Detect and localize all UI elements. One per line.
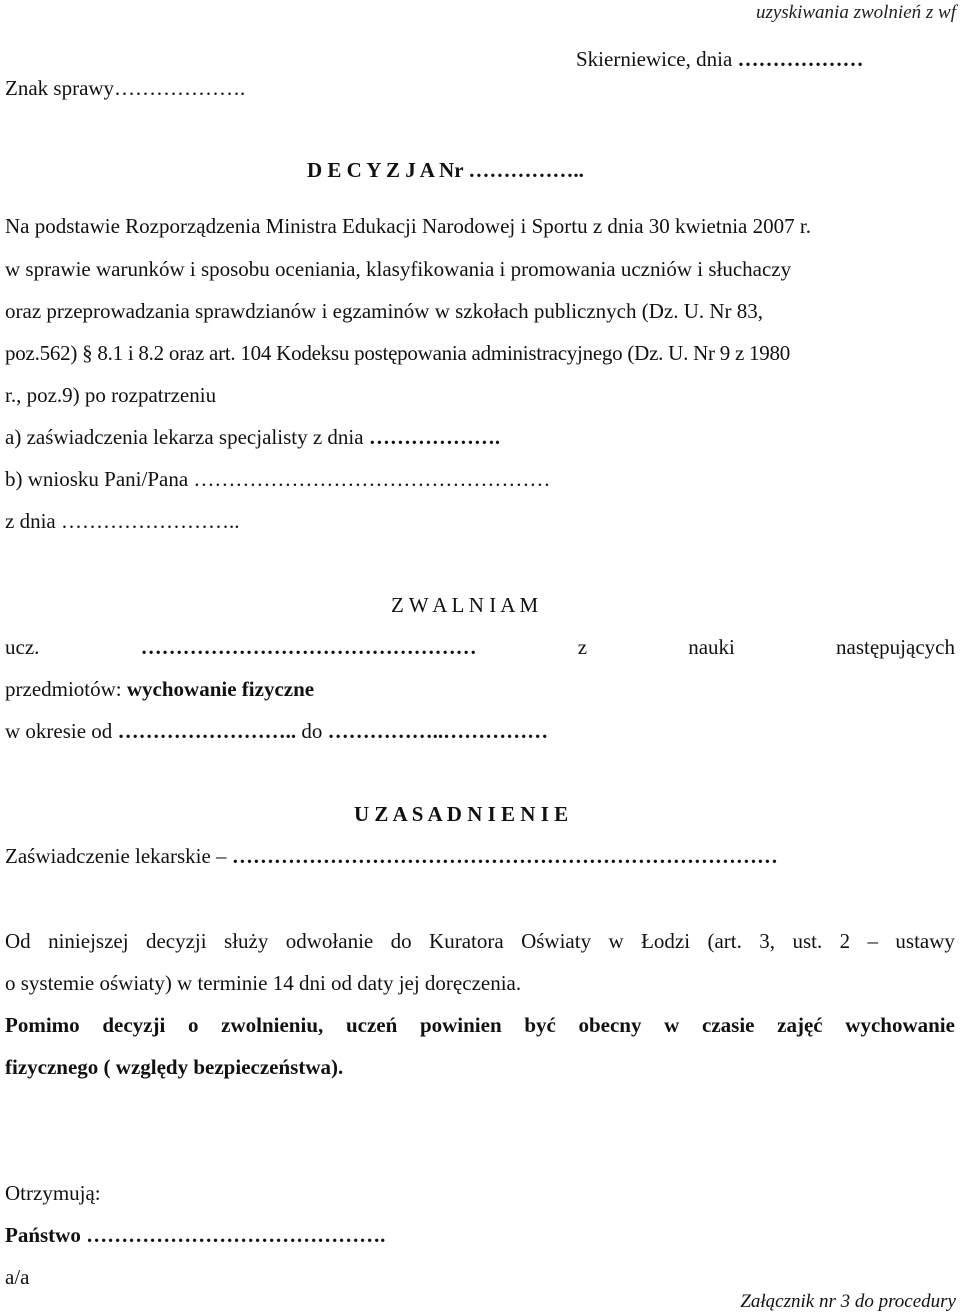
appeal-word: do — [390, 929, 412, 953]
subjects-label: przedmiotów: — [5, 677, 127, 701]
note-word: Pomimo — [5, 1013, 80, 1037]
appeal-word: Od — [5, 929, 31, 953]
decision-title-label: D E C Y Z J A Nr — [307, 158, 469, 182]
appeal-word: 2 — [839, 929, 851, 953]
appeal-word: niniejszej — [48, 929, 129, 953]
note-line-2: fizycznego ( względy bezpieczeństwa). — [5, 1055, 344, 1079]
note-word: w — [664, 1013, 680, 1037]
place-date — [576, 49, 864, 70]
appeal-word: w — [608, 929, 624, 953]
item-b-dots: …………………………………………… — [193, 467, 551, 491]
recipient-1-label: Państwo — [5, 1223, 87, 1247]
period-to-label: do — [296, 719, 328, 743]
student-word-nauki: nauki — [688, 635, 735, 659]
period-to-dots: ……………..…………… — [327, 719, 549, 743]
note-word: czasie — [702, 1013, 755, 1037]
legal-basis-line-5: r., poz.9) po rozpatrzeniu — [5, 383, 217, 407]
note-line-1 — [5, 1015, 955, 1036]
recipient-2: a/a — [5, 1265, 30, 1289]
appeal-word: ustawy — [895, 929, 955, 953]
item-a-dots: ………………. — [368, 425, 501, 449]
appeal-word: decyzji — [145, 929, 207, 953]
appeal-word: – — [867, 929, 879, 953]
top-right-note: uzyskiwania zwolnień z wf — [755, 2, 956, 23]
decision-heading: Z W A L N I A M — [391, 593, 539, 617]
considered-item-b-date — [5, 511, 239, 532]
case-number: Znak sprawy………………. — [5, 76, 246, 100]
appeal-word: ust. — [792, 929, 823, 953]
appeal-word: Oświaty — [521, 929, 592, 953]
footer-attachment: Załącznik nr 3 do procedury — [740, 1291, 956, 1312]
note-word: zwolnieniu, — [221, 1013, 324, 1037]
decision-number-dots: …………….. — [468, 158, 584, 182]
item-b-date-dots: …………………….. — [60, 509, 240, 533]
considered-item-b — [5, 469, 550, 490]
appeal-word: służy — [224, 929, 269, 953]
item-b-label: b) wniosku Pani/Pana — [5, 467, 194, 491]
note-word: o — [187, 1013, 199, 1037]
place-date-prefix: Skierniewice, dnia — [576, 47, 738, 71]
appeal-line-1 — [5, 931, 955, 952]
appeal-word: Kuratora — [429, 929, 504, 953]
considered-item-a — [5, 427, 500, 448]
note-word: być — [524, 1013, 556, 1037]
note-word: decyzji — [102, 1013, 166, 1037]
certificate-label: Zaświadczenie lekarskie – — [5, 844, 232, 868]
justification-heading: U Z A S A D N I E N I E — [354, 802, 569, 826]
student-name-dots: ………………………………………… — [140, 635, 477, 659]
note-word: uczeń — [345, 1013, 398, 1037]
item-b-date-label: z dnia — [5, 509, 61, 533]
item-a-label: a) zaświadczenia lekarza specjalisty z dnia — [5, 425, 369, 449]
subjects-line — [5, 679, 314, 700]
subjects-value: wychowanie fizyczne — [126, 677, 315, 701]
appeal-word: 3, — [759, 929, 776, 953]
period-from-dots: …………………….. — [117, 719, 297, 743]
legal-basis-line-2: w sprawie warunków i sposobu oceniania, klasyfikowania i promowania uczniów i słuchaczy — [5, 257, 792, 281]
legal-basis-line-1: Na podstawie Rozporządzenia Ministra Edukacji Narodowej i Sportu z dnia 30 kwietnia 2007 r. — [5, 214, 811, 238]
certificate-line — [5, 846, 778, 867]
student-word-z: z — [577, 635, 588, 659]
recipients-label: Otrzymują: — [5, 1181, 101, 1205]
recipient-1-dots: ……………………………………. — [86, 1223, 386, 1247]
place-date-dots: ……………… — [737, 47, 864, 71]
student-line — [5, 637, 955, 658]
appeal-word: odwołanie — [285, 929, 374, 953]
note-word: wychowanie — [845, 1013, 955, 1037]
appeal-line-2: o systemie oświaty) w terminie 14 dni od daty jej doręczenia. — [5, 971, 522, 995]
recipient-1 — [5, 1225, 385, 1246]
note-word: powinien — [419, 1013, 502, 1037]
period-line — [5, 721, 548, 742]
decision-title — [307, 160, 584, 181]
note-word: obecny — [578, 1013, 642, 1037]
student-prefix: ucz. — [5, 635, 40, 659]
note-word: zajęć — [777, 1013, 823, 1037]
appeal-word: Łodzi — [641, 929, 691, 953]
student-word-nastepujacych: następujących — [836, 635, 955, 659]
legal-basis-line-3: oraz przeprowadzania sprawdzianów i egzaminów w szkołach publicznych (Dz. U. Nr 83, — [5, 299, 764, 323]
legal-basis-line-4: poz.562) § 8.1 i 8.2 oraz art. 104 Kodeksu postępowania administracyjnego (Dz. U. Nr 9 z 1980 — [5, 341, 791, 365]
certificate-dots: …………………………………………………………………… — [231, 844, 778, 868]
appeal-word: (art. — [707, 929, 742, 953]
period-from-label: w okresie od — [5, 719, 118, 743]
